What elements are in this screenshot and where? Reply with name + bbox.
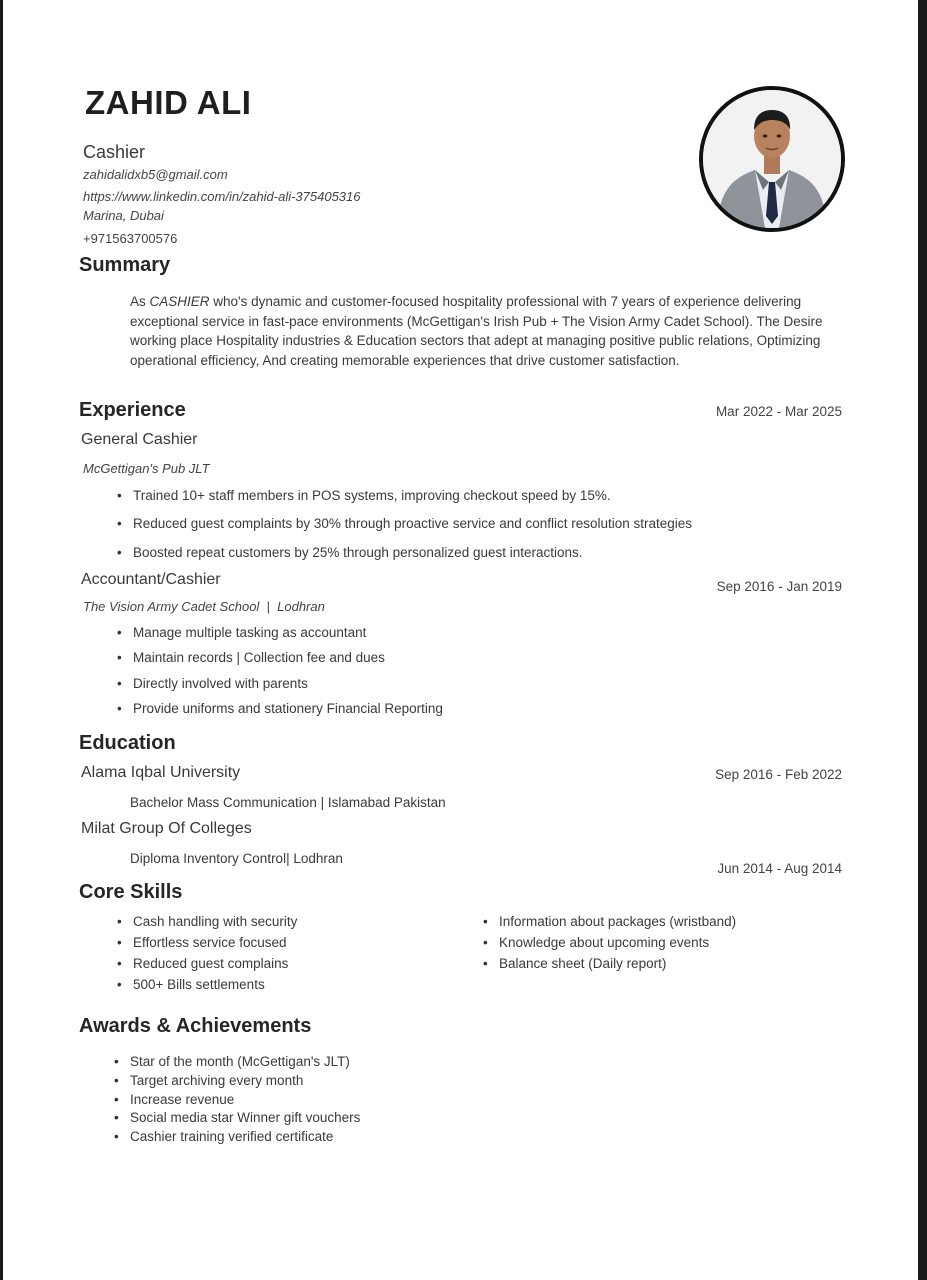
- summary-heading: Summary: [79, 254, 171, 276]
- list-item: • Manage multiple tasking as accountant: [133, 625, 366, 640]
- resume-page: [3, 0, 918, 1280]
- list-item: • Information about packages (wristband): [499, 914, 736, 929]
- education-dates: Sep 2016 - Feb 2022: [715, 767, 842, 782]
- job-dates: Sep 2016 - Jan 2019: [716, 579, 842, 594]
- email-text[interactable]: zahidalidxb5@gmail.com: [83, 167, 228, 182]
- list-item: • Cashier training verified certificate: [130, 1129, 333, 1144]
- job-title: General Cashier: [81, 431, 198, 448]
- experience-heading: Experience: [79, 399, 186, 421]
- list-item: • Knowledge about upcoming events: [499, 935, 709, 950]
- awards-heading: Awards & Achievements: [79, 1015, 312, 1037]
- skills-heading: Core Skills: [79, 881, 183, 903]
- list-item: • Cash handling with security: [133, 914, 297, 929]
- linkedin-link[interactable]: https://www.linkedin.com/in/zahid-ali-375405316: [83, 189, 361, 204]
- list-item: • Target archiving every month: [130, 1073, 303, 1088]
- education-heading: Education: [79, 732, 176, 754]
- list-item: • Directly involved with parents: [133, 676, 308, 691]
- job-company: McGettigan's Pub JLT: [83, 461, 210, 476]
- job-title: Accountant/Cashier: [81, 571, 221, 588]
- education-dates: Jun 2014 - Aug 2014: [717, 861, 842, 876]
- school-name: Alama Iqbal University: [81, 764, 241, 781]
- list-item: • Maintain records | Collection fee and dues: [133, 650, 385, 665]
- job-dates: Mar 2022 - Mar 2025: [715, 404, 842, 419]
- list-item: • Effortless service focused: [133, 935, 287, 950]
- list-item: • Trained 10+ staff members in POS systems, improving checkout speed by 15%.: [133, 488, 611, 503]
- school-name: Milat Group Of Colleges: [81, 820, 252, 837]
- job-company: The Vision Army Cadet School | Lodhran: [83, 599, 325, 614]
- list-item: • Social media star Winner gift vouchers: [130, 1110, 360, 1125]
- phone-text: +971563700576: [83, 231, 178, 246]
- candidate-role: Cashier: [83, 142, 146, 162]
- list-item: • Increase revenue: [130, 1092, 234, 1107]
- list-item: • Balance sheet (Daily report): [499, 956, 666, 971]
- list-item: • Reduced guest complains: [133, 956, 288, 971]
- list-item: • Provide uniforms and stationery Financial Reporting: [133, 701, 443, 716]
- education-detail: Diploma Inventory Control| Lodhran: [130, 851, 343, 866]
- candidate-name: ZAHID ALI: [85, 84, 252, 121]
- summary-paragraph: As CASHIER who's dynamic and customer-focused hospitality professional with 7 years of experience delivering exceptional service in fast-pace environments (McGettigan's Irish Pub + The Vision Army Cadet School). The Desire working place Hospitality industries & Education sectors that adept at managing positive public relations, Optimizing operational efficiency, And creating memorable experiences that drive customer satisfaction.: [130, 294, 823, 368]
- list-item: • 500+ Bills settlements: [133, 977, 265, 992]
- summary-role-emphasis: CASHIER: [149, 294, 210, 309]
- education-detail: Bachelor Mass Communication | Islamabad Pakistan: [130, 795, 446, 810]
- list-item: • Star of the month (McGettigan's JLT): [130, 1054, 350, 1069]
- profile-photo: [699, 86, 845, 232]
- location-text: Marina, Dubai: [83, 208, 164, 223]
- list-item: • Reduced guest complaints by 30% through proactive service and conflict resolution strategies: [133, 516, 692, 531]
- list-item: • Boosted repeat customers by 25% through personalized guest interactions.: [133, 545, 583, 560]
